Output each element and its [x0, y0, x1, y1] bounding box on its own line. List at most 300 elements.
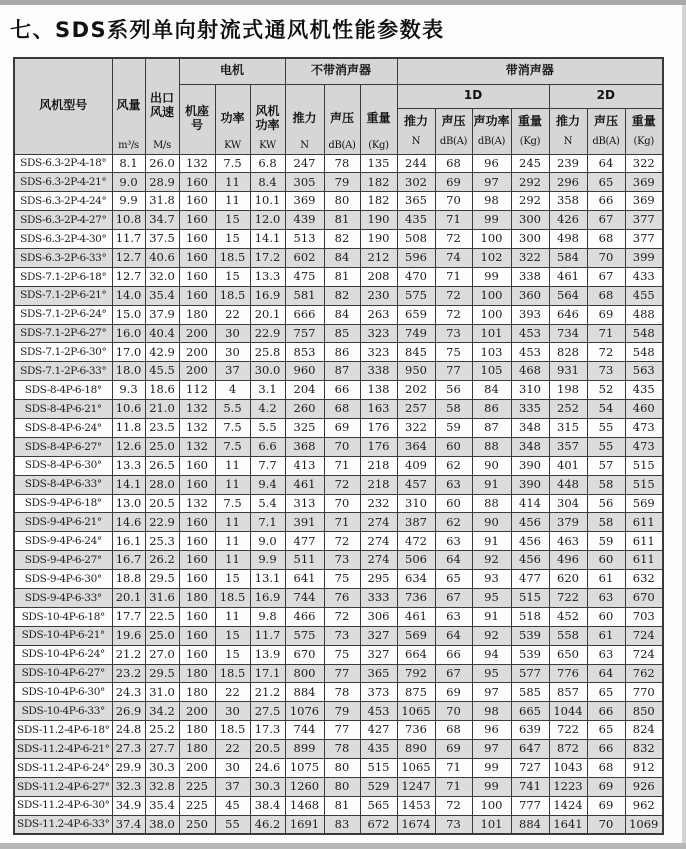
value-cell: 25.0: [145, 626, 179, 645]
value-cell: 132: [179, 418, 215, 437]
value-cell: 770: [625, 683, 663, 702]
value-cell: 62: [435, 513, 472, 532]
value-cell: 7.7: [250, 456, 285, 475]
fan-model-cell: SDS-7.1-2P-6-33°: [14, 362, 112, 381]
table-row: [14, 626, 663, 645]
table-row: [14, 286, 663, 305]
table-row: [14, 702, 663, 721]
value-cell: 190: [360, 230, 397, 249]
value-cell: 225: [179, 777, 215, 796]
value-cell: 99: [472, 211, 511, 230]
value-cell: 200: [179, 362, 215, 381]
fan-model-cell: SDS-6.3-2P-4-27°: [14, 211, 112, 230]
group-header-1d: [397, 84, 549, 108]
value-cell: 369: [625, 173, 663, 192]
value-cell: 91: [472, 532, 511, 551]
value-cell: 20.5: [145, 494, 179, 513]
value-cell: 99: [472, 267, 511, 286]
value-cell: 323: [360, 343, 397, 362]
value-cell: 100: [472, 796, 511, 815]
value-cell: 11.8: [112, 418, 145, 437]
value-cell: 460: [625, 400, 663, 419]
col-header-sound-pressure: [324, 84, 360, 154]
value-cell: 853: [285, 343, 324, 362]
value-cell: 584: [549, 248, 587, 267]
fan-model-cell: SDS-8-4P-6-21°: [14, 400, 112, 419]
value-cell: 27.0: [145, 645, 179, 664]
value-cell: 1691: [285, 815, 324, 834]
value-cell: 25.3: [145, 532, 179, 551]
col-header-frame-no: [179, 84, 215, 154]
value-cell: 17.7: [112, 607, 145, 626]
value-cell: 27.5: [250, 702, 285, 721]
value-cell: 160: [179, 456, 215, 475]
value-cell: 176: [360, 418, 397, 437]
value-cell: 611: [625, 513, 663, 532]
value-cell: 97: [472, 683, 511, 702]
value-cell: 850: [625, 702, 663, 721]
value-cell: 585: [511, 683, 549, 702]
value-cell: 672: [360, 815, 397, 834]
page-title: 七、SDS系列单向射流式通风机性能参数表: [10, 18, 445, 42]
value-cell: 63: [435, 607, 472, 626]
value-cell: 252: [549, 400, 587, 419]
value-cell: 7.5: [215, 437, 250, 456]
value-cell: 208: [360, 267, 397, 286]
value-cell: 468: [511, 362, 549, 381]
value-cell: 828: [549, 343, 587, 362]
value-cell: 78: [324, 740, 360, 759]
value-cell: 60: [587, 607, 625, 626]
fan-model-cell: SDS-9-4P-6-30°: [14, 570, 112, 589]
value-cell: 358: [549, 192, 587, 211]
value-cell: 30: [215, 759, 250, 778]
value-cell: 27.3: [112, 740, 145, 759]
group-label: 2D: [596, 88, 615, 103]
value-cell: 413: [285, 456, 324, 475]
table-row: [14, 248, 663, 267]
col-label: 风量: [116, 98, 141, 113]
value-cell: 95: [472, 664, 511, 683]
value-cell: 338: [360, 362, 397, 381]
value-cell: 305: [285, 173, 324, 192]
value-cell: 65: [435, 570, 472, 589]
value-cell: 18.5: [215, 286, 250, 305]
value-cell: 132: [179, 494, 215, 513]
value-cell: 83: [324, 815, 360, 834]
value-cell: 15: [215, 570, 250, 589]
value-cell: 180: [179, 664, 215, 683]
value-cell: 399: [625, 248, 663, 267]
fan-model-cell: SDS-6.3-2P-4-18°: [14, 154, 112, 173]
value-cell: 11: [215, 551, 250, 570]
value-cell: 744: [285, 588, 324, 607]
value-cell: 1453: [397, 796, 435, 815]
fan-model-cell: SDS-11.2-4P-6-21°: [14, 740, 112, 759]
value-cell: 29.5: [145, 664, 179, 683]
col-label: 重量: [517, 114, 542, 129]
value-cell: 25.0: [145, 437, 179, 456]
value-cell: 77: [324, 721, 360, 740]
value-cell: 11.7: [250, 626, 285, 645]
fan-model-cell: SDS-6.3-2P-4-30°: [14, 230, 112, 249]
value-cell: 365: [397, 192, 435, 211]
value-cell: 15: [215, 626, 250, 645]
value-cell: 475: [285, 267, 324, 286]
col-label: 重量: [366, 111, 391, 126]
value-cell: 182: [360, 192, 397, 211]
value-cell: 14.1: [112, 475, 145, 494]
value-cell: 68: [435, 721, 472, 740]
fan-model-cell: SDS-10-4P-6-18°: [14, 607, 112, 626]
scan-edge-right: [682, 5, 686, 849]
value-cell: 103: [472, 343, 511, 362]
value-cell: 55: [215, 815, 250, 834]
group-header-with-silencer: [397, 58, 663, 84]
value-cell: 97: [472, 740, 511, 759]
value-cell: 31.8: [145, 192, 179, 211]
value-cell: 539: [511, 626, 549, 645]
value-cell: 26.2: [145, 551, 179, 570]
value-cell: 81: [324, 211, 360, 230]
value-cell: 25.8: [250, 343, 285, 362]
value-cell: 15.0: [112, 305, 145, 324]
value-cell: 92: [472, 551, 511, 570]
value-cell: 473: [625, 437, 663, 456]
value-cell: 456: [511, 513, 549, 532]
value-cell: 18.5: [215, 588, 250, 607]
value-cell: 66: [587, 740, 625, 759]
value-cell: 931: [549, 362, 587, 381]
value-cell: 13.3: [112, 456, 145, 475]
value-cell: 325: [285, 418, 324, 437]
value-cell: 66: [324, 381, 360, 400]
col-unit: N: [411, 135, 421, 147]
value-cell: 369: [285, 192, 324, 211]
value-cell: 56: [587, 494, 625, 513]
value-cell: 18.5: [215, 248, 250, 267]
value-cell: 90: [472, 513, 511, 532]
value-cell: 18.5: [215, 721, 250, 740]
value-cell: 28.0: [145, 475, 179, 494]
col-unit: N: [563, 135, 573, 147]
value-cell: 670: [625, 588, 663, 607]
value-cell: 22: [215, 740, 250, 759]
value-cell: 71: [435, 211, 472, 230]
value-cell: 190: [360, 211, 397, 230]
value-cell: 61: [587, 626, 625, 645]
value-cell: 832: [625, 740, 663, 759]
value-cell: 32.8: [145, 777, 179, 796]
value-cell: 88: [472, 494, 511, 513]
value-cell: 11: [215, 532, 250, 551]
value-cell: 98: [472, 702, 511, 721]
table-row: [14, 475, 663, 494]
value-cell: 390: [511, 475, 549, 494]
value-cell: 7.5: [215, 418, 250, 437]
value-cell: 435: [360, 740, 397, 759]
value-cell: 30: [215, 324, 250, 343]
value-cell: 66: [587, 702, 625, 721]
value-cell: 250: [179, 815, 215, 834]
fan-model-cell: SDS-6.3-2P-6-33°: [14, 248, 112, 267]
value-cell: 377: [625, 211, 663, 230]
value-cell: 744: [285, 721, 324, 740]
value-cell: 21.2: [112, 645, 145, 664]
value-cell: 17.0: [112, 343, 145, 362]
value-cell: 333: [360, 588, 397, 607]
value-cell: 160: [179, 570, 215, 589]
value-cell: 393: [511, 305, 549, 324]
value-cell: 26.0: [145, 154, 179, 173]
table-row: [14, 645, 663, 664]
value-cell: 365: [360, 664, 397, 683]
value-cell: 327: [360, 626, 397, 645]
value-cell: 322: [625, 154, 663, 173]
value-cell: 42.9: [145, 343, 179, 362]
fan-model-cell: SDS-7.1-2P-6-18°: [14, 267, 112, 286]
value-cell: 4.2: [250, 400, 285, 419]
value-cell: 96: [472, 154, 511, 173]
value-cell: 64: [435, 626, 472, 645]
value-cell: 17.3: [250, 721, 285, 740]
value-cell: 581: [285, 286, 324, 305]
value-cell: 60: [587, 551, 625, 570]
value-cell: 38.0: [145, 815, 179, 834]
value-cell: 724: [625, 645, 663, 664]
value-cell: 15: [215, 211, 250, 230]
value-cell: 69: [435, 173, 472, 192]
value-cell: 722: [549, 721, 587, 740]
value-cell: 88: [472, 437, 511, 456]
value-cell: 950: [397, 362, 435, 381]
value-cell: 6.8: [250, 154, 285, 173]
value-cell: 37: [215, 777, 250, 796]
col-label: 出口风速: [149, 91, 174, 120]
value-cell: 62: [435, 456, 472, 475]
value-cell: 30: [215, 343, 250, 362]
value-cell: 112: [179, 381, 215, 400]
value-cell: 74: [435, 248, 472, 267]
value-cell: 91: [472, 475, 511, 494]
value-cell: 20.5: [250, 740, 285, 759]
value-cell: 5.4: [250, 494, 285, 513]
value-cell: 670: [285, 645, 324, 664]
value-cell: 200: [179, 759, 215, 778]
value-cell: 70: [324, 494, 360, 513]
value-cell: 10.8: [112, 211, 145, 230]
col-unit: (Kg): [368, 139, 389, 151]
value-cell: 198: [549, 381, 587, 400]
value-cell: 70: [587, 815, 625, 834]
value-cell: 71: [435, 267, 472, 286]
value-cell: 29.5: [145, 570, 179, 589]
value-cell: 13.9: [250, 645, 285, 664]
value-cell: 327: [360, 645, 397, 664]
value-cell: 67: [435, 588, 472, 607]
value-cell: 72: [324, 607, 360, 626]
value-cell: 71: [324, 456, 360, 475]
value-cell: 435: [625, 381, 663, 400]
table-body: [14, 154, 663, 834]
value-cell: 69: [587, 305, 625, 324]
value-cell: 620: [549, 570, 587, 589]
value-cell: 37.4: [112, 815, 145, 834]
value-cell: 360: [511, 286, 549, 305]
table-row: [14, 305, 663, 324]
value-cell: 368: [285, 437, 324, 456]
fan-model-cell: SDS-7.1-2P-6-21°: [14, 286, 112, 305]
fan-model-cell: SDS-6.3-2P-4-24°: [14, 192, 112, 211]
value-cell: 666: [285, 305, 324, 324]
value-cell: 68: [435, 154, 472, 173]
fan-model-cell: SDS-11.2-4P-6-18°: [14, 721, 112, 740]
value-cell: 335: [511, 400, 549, 419]
value-cell: 295: [360, 570, 397, 589]
fan-model-cell: SDS-9-4P-6-18°: [14, 494, 112, 513]
value-cell: 23.2: [112, 664, 145, 683]
value-cell: 872: [549, 740, 587, 759]
value-cell: 63: [587, 588, 625, 607]
value-cell: 563: [625, 362, 663, 381]
value-cell: 247: [285, 154, 324, 173]
value-cell: 659: [397, 305, 435, 324]
value-cell: 204: [285, 381, 324, 400]
value-cell: 16.9: [250, 286, 285, 305]
value-cell: 20.1: [112, 588, 145, 607]
value-cell: 426: [549, 211, 587, 230]
col-unit: dB(A): [592, 135, 620, 147]
col-unit: m³/s: [118, 139, 139, 151]
value-cell: 960: [285, 362, 324, 381]
value-cell: 1223: [549, 777, 587, 796]
value-cell: 92: [472, 626, 511, 645]
value-cell: 401: [549, 456, 587, 475]
value-cell: 457: [397, 475, 435, 494]
col-header-2d-thrust: [549, 108, 587, 154]
value-cell: 70: [587, 248, 625, 267]
value-cell: 81: [324, 796, 360, 815]
value-cell: 4: [215, 381, 250, 400]
value-cell: 452: [549, 607, 587, 626]
value-cell: 302: [397, 173, 435, 192]
value-cell: 762: [625, 664, 663, 683]
value-cell: 65: [587, 683, 625, 702]
table-row: [14, 494, 663, 513]
value-cell: 3.1: [250, 381, 285, 400]
value-cell: 845: [397, 343, 435, 362]
value-cell: 1065: [397, 702, 435, 721]
value-cell: 84: [324, 305, 360, 324]
value-cell: 64: [587, 154, 625, 173]
value-cell: 1075: [285, 759, 324, 778]
value-cell: 369: [625, 192, 663, 211]
value-cell: 16.9: [250, 588, 285, 607]
value-cell: 65: [587, 721, 625, 740]
value-cell: 14.6: [112, 513, 145, 532]
value-cell: 180: [179, 721, 215, 740]
value-cell: 24.3: [112, 683, 145, 702]
value-cell: 63: [435, 532, 472, 551]
value-cell: 71: [435, 759, 472, 778]
table-row: [14, 683, 663, 702]
col-label: 推力: [292, 111, 317, 126]
performance-table: [13, 57, 664, 835]
value-cell: 11: [215, 456, 250, 475]
value-cell: 31.0: [145, 683, 179, 702]
value-cell: 66: [435, 645, 472, 664]
value-cell: 646: [549, 305, 587, 324]
col-header-thrust: [285, 84, 324, 154]
value-cell: 470: [397, 267, 435, 286]
value-cell: 16.0: [112, 324, 145, 343]
value-cell: 30.3: [145, 759, 179, 778]
value-cell: 59: [587, 532, 625, 551]
value-cell: 180: [179, 683, 215, 702]
value-cell: 12.0: [250, 211, 285, 230]
value-cell: 34.9: [112, 796, 145, 815]
col-unit: KW: [224, 139, 241, 151]
value-cell: 101: [472, 815, 511, 834]
value-cell: 727: [511, 759, 549, 778]
value-cell: 12.6: [112, 437, 145, 456]
value-cell: 602: [285, 248, 324, 267]
value-cell: 86: [324, 343, 360, 362]
table-row: [14, 173, 663, 192]
value-cell: 377: [625, 230, 663, 249]
value-cell: 21.0: [145, 400, 179, 419]
col-header-fan-model: [14, 58, 112, 154]
value-cell: 91: [472, 607, 511, 626]
value-cell: 453: [511, 343, 549, 362]
value-cell: 9.9: [250, 551, 285, 570]
value-cell: 463: [549, 532, 587, 551]
value-cell: 515: [625, 456, 663, 475]
value-cell: 496: [549, 551, 587, 570]
value-cell: 72: [324, 532, 360, 551]
header-row-groups: [14, 58, 663, 84]
table-row: [14, 815, 663, 834]
value-cell: 8.4: [250, 173, 285, 192]
col-label: 功率: [220, 111, 245, 126]
value-cell: 160: [179, 551, 215, 570]
value-cell: 101: [472, 324, 511, 343]
value-cell: 46.2: [250, 815, 285, 834]
value-cell: 160: [179, 645, 215, 664]
value-cell: 414: [511, 494, 549, 513]
value-cell: 22.9: [250, 324, 285, 343]
value-cell: 40.4: [145, 324, 179, 343]
value-cell: 453: [360, 702, 397, 721]
value-cell: 30.3: [250, 777, 285, 796]
value-cell: 13.1: [250, 570, 285, 589]
value-cell: 232: [360, 494, 397, 513]
fan-model-cell: SDS-8-4P-6-18°: [14, 381, 112, 400]
value-cell: 70: [435, 702, 472, 721]
value-cell: 218: [360, 475, 397, 494]
value-cell: 453: [511, 324, 549, 343]
value-cell: 435: [397, 211, 435, 230]
value-cell: 373: [360, 683, 397, 702]
value-cell: 1247: [397, 777, 435, 796]
value-cell: 323: [360, 324, 397, 343]
value-cell: 439: [285, 211, 324, 230]
value-cell: 11: [215, 513, 250, 532]
table-row: [14, 721, 663, 740]
col-label: 风机型号: [39, 98, 88, 113]
value-cell: 61: [587, 570, 625, 589]
table-row: [14, 570, 663, 589]
